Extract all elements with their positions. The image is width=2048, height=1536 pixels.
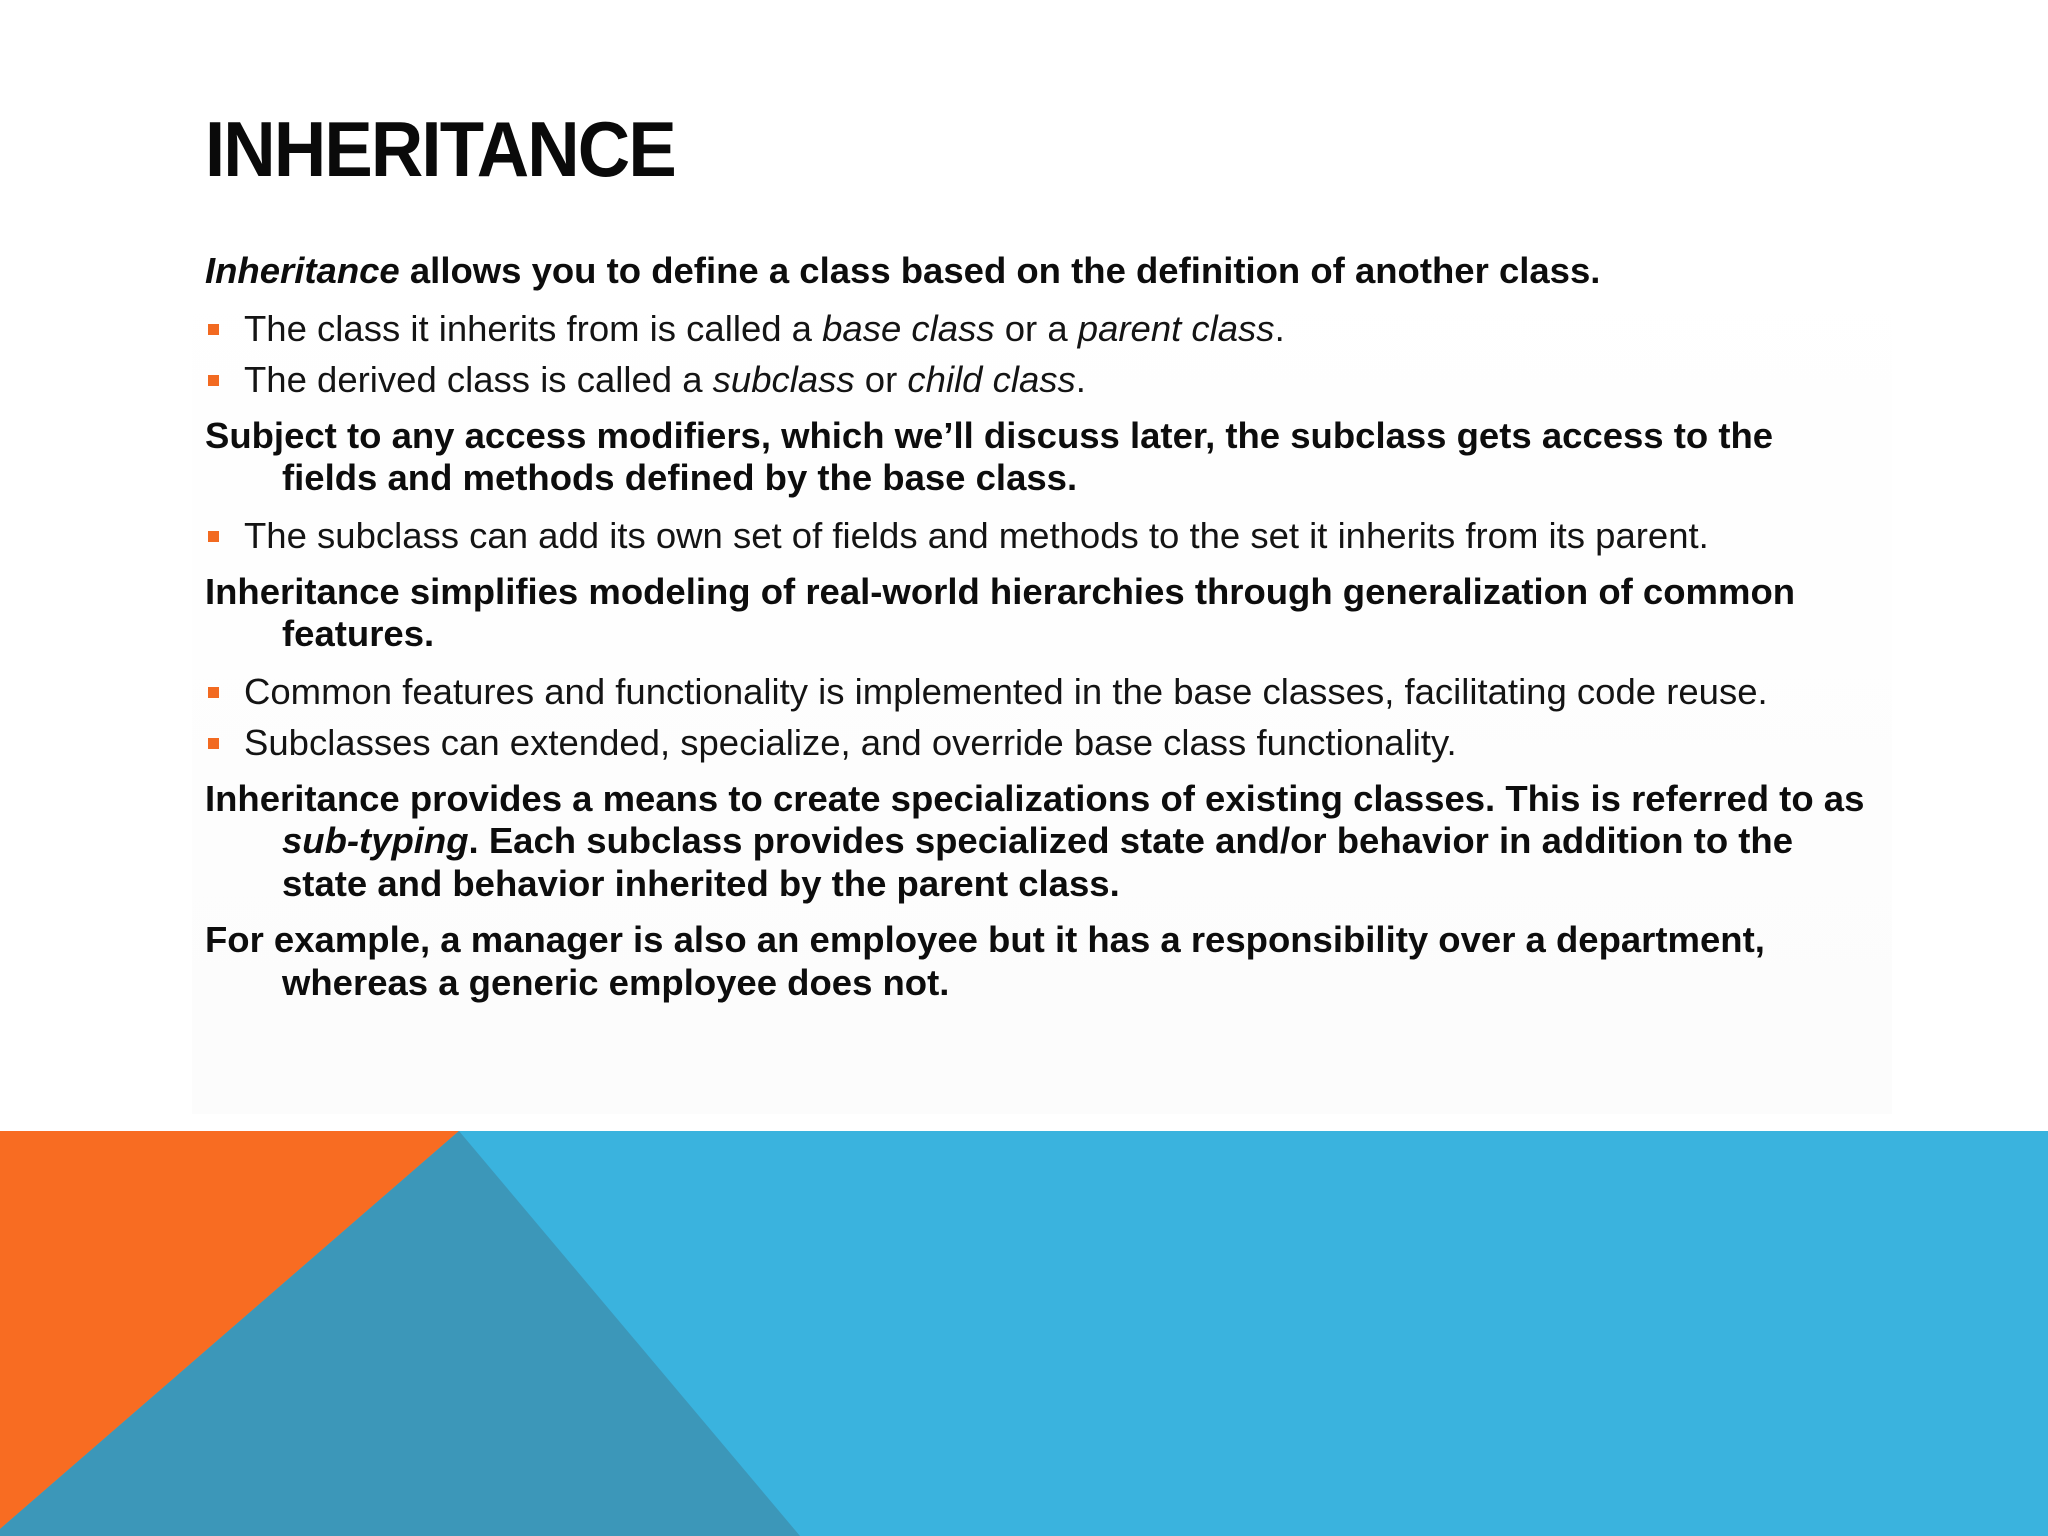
bullet-text: . (1075, 358, 1086, 400)
term-inheritance: Inheritance (205, 250, 400, 291)
term-subclass: subclass (712, 358, 855, 400)
paragraph-text: . Each subclass provides specialized state and/or behavior in addition to the state and behavior inherited by the parent class. (282, 820, 1794, 904)
paragraph-text: Inheritance provides a means to create specializations of existing classes. This is referred to as (205, 777, 1865, 819)
bullet-base-class (205, 307, 1865, 350)
paragraph-example: For example, a manager is also an employee but it has a responsibility over a department, whereas a generic employee does not. (205, 919, 1765, 1003)
paragraph-inheritance-definition (205, 250, 1865, 293)
square-bullet-icon (208, 738, 219, 749)
paragraph-text: allows you to define a class based on the definition of another class. (399, 250, 1601, 291)
bullet-text: The derived class is called a (244, 358, 713, 400)
term-sub-typing: sub-typing (282, 820, 469, 861)
bullet-text: or a (994, 307, 1078, 349)
slide-title: INHERITANCE (205, 105, 675, 193)
bullet-list-fields (205, 514, 1865, 557)
term-parent-class: parent class (1077, 307, 1275, 349)
square-bullet-icon (208, 531, 219, 542)
bullet-text: Subclasses can extended, specialize, and override base class functionality. (244, 721, 1457, 763)
bullet-text: The class it inherits from is called a (244, 307, 823, 349)
term-base-class: base class (822, 307, 995, 349)
bullet-subclass (205, 358, 1865, 401)
footer-decoration (0, 1131, 2048, 1536)
square-bullet-icon (208, 687, 219, 698)
bullet-list-definitions (205, 307, 1865, 401)
bullet-override (205, 721, 1865, 764)
bullet-text: . (1274, 307, 1285, 349)
bullet-code-reuse (205, 670, 1865, 713)
square-bullet-icon (208, 375, 219, 386)
paragraph-sub-typing (205, 778, 1865, 906)
paragraph-access-modifiers: Subject to any access modifiers, which we’ll discuss later, the subclass gets access to the fields and methods defined by the base class. (205, 414, 1774, 498)
paragraph-hierarchies: Inheritance simplifies modeling of real-world hierarchies through generalization of common features. (205, 570, 1796, 654)
bullet-text: The subclass can add its own set of fields and methods to the set it inherits from its parent. (244, 514, 1709, 556)
slide-body (205, 250, 1865, 1018)
bullet-add-fields (205, 514, 1865, 557)
square-bullet-icon (208, 324, 219, 335)
bullet-text: Common features and functionality is implemented in the base classes, facilitating code reuse. (244, 670, 1768, 712)
bullet-list-features (205, 670, 1865, 764)
term-child-class: child class (907, 358, 1076, 400)
bullet-text: or (854, 358, 908, 400)
